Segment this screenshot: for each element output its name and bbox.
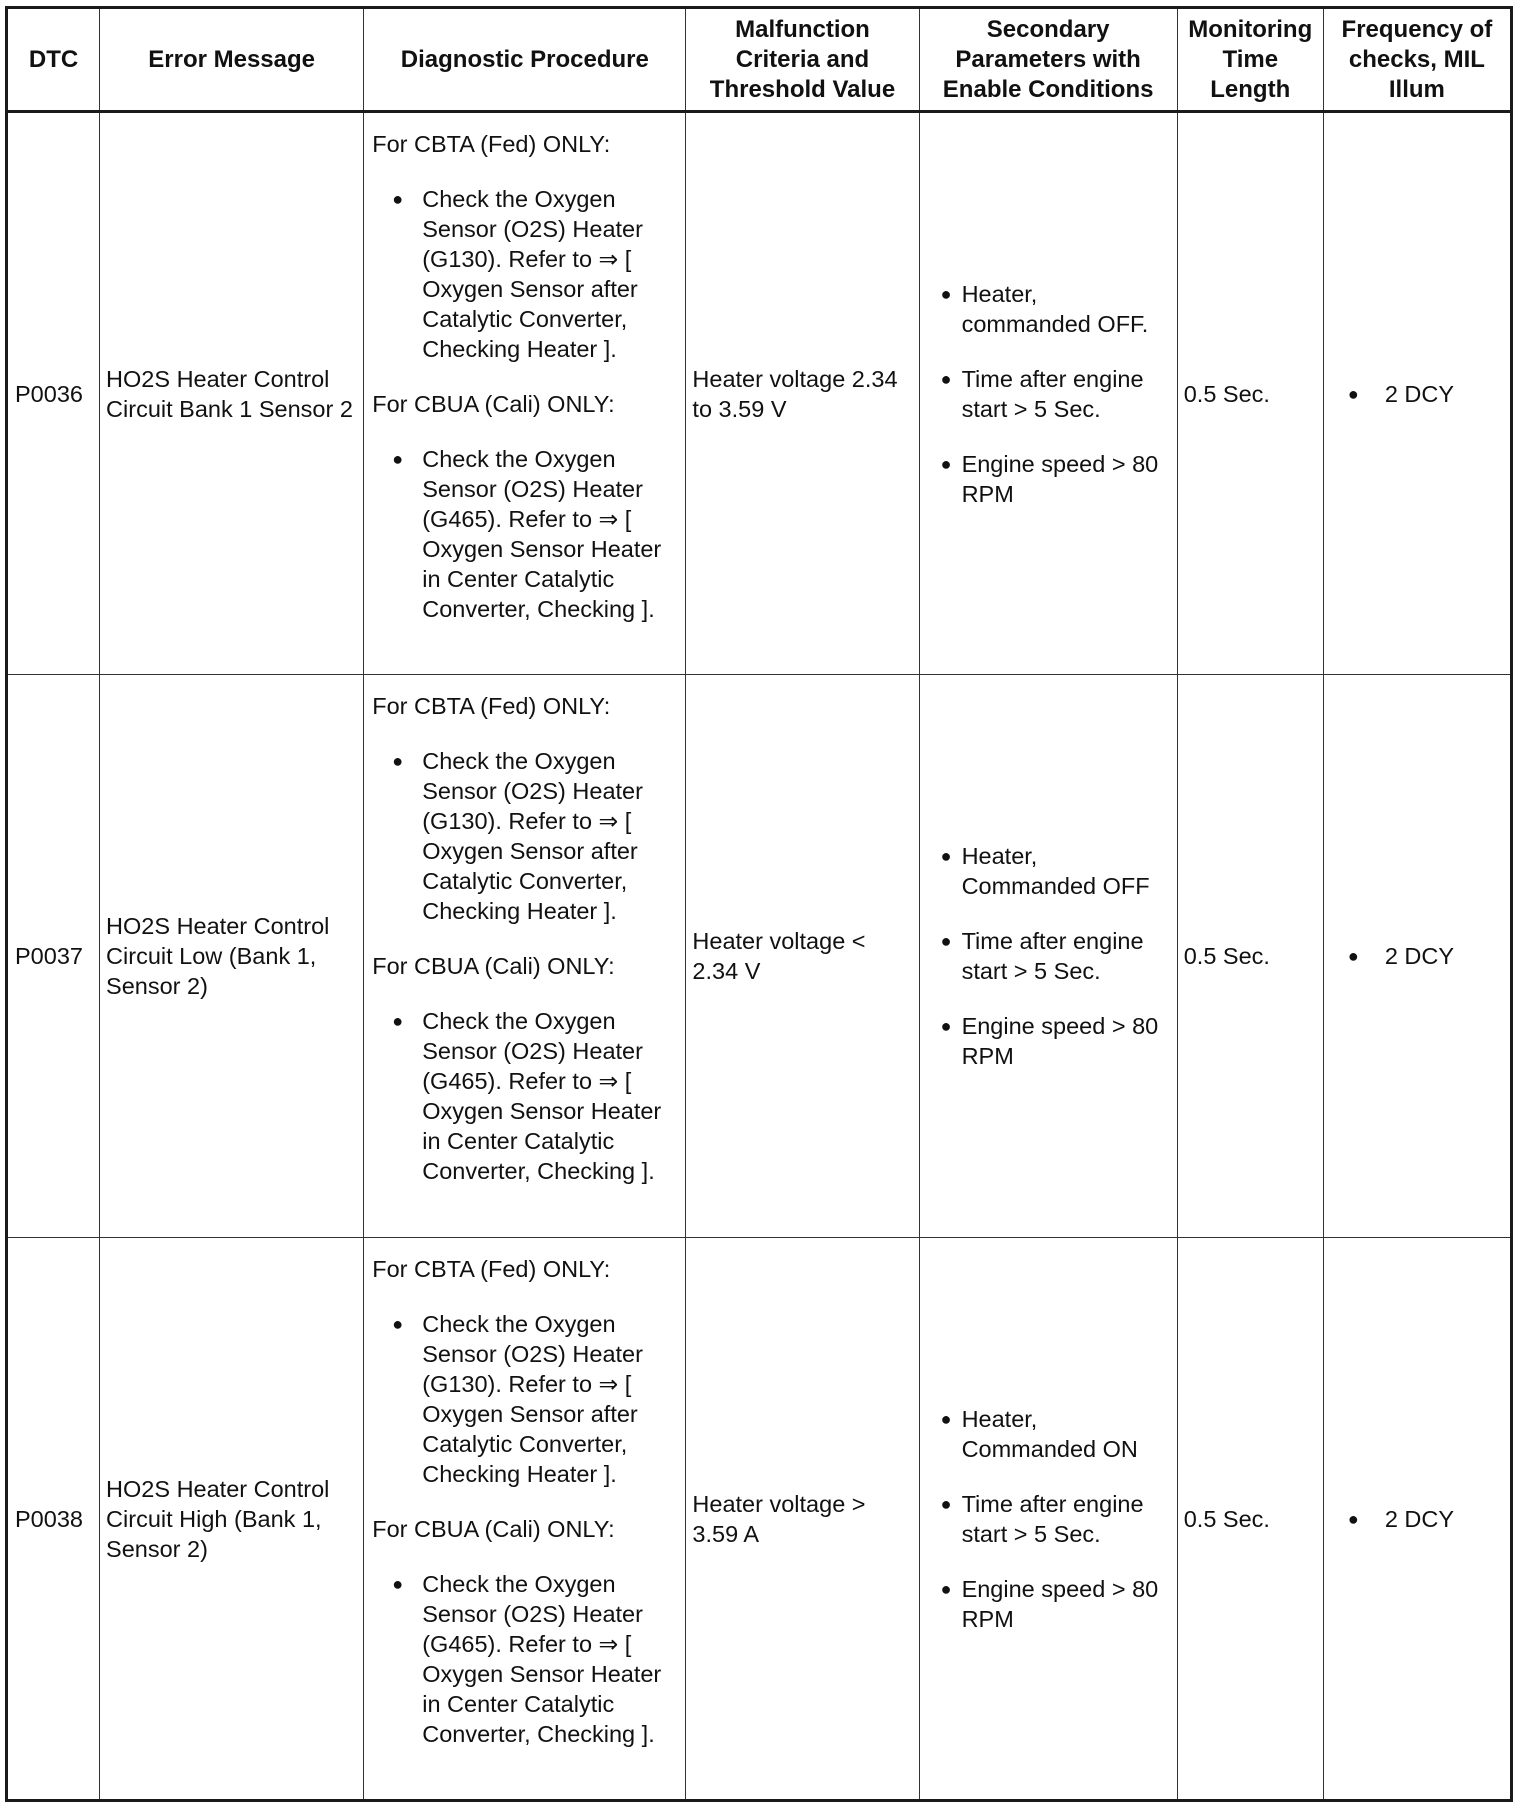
monitoring-time: 0.5 Sec.	[1177, 675, 1323, 1238]
secondary-item: ● Heater, Commanded ON	[926, 1404, 1171, 1464]
table-row	[7, 1238, 1512, 1801]
cali-label: For CBUA (Cali) ONLY:	[372, 1516, 615, 1542]
malfunction-criteria: Heater voltage < 2.34 V	[686, 675, 919, 1238]
header-diagnostic-procedure: Diagnostic Procedure	[364, 8, 686, 112]
frequency	[1323, 1238, 1511, 1801]
secondary-parameters	[919, 112, 1177, 675]
dtc-code: P0037	[7, 675, 100, 1238]
table-row	[7, 112, 1512, 675]
secondary-item: ● Time after engine start > 5 Sec.	[926, 1489, 1171, 1549]
secondary-item: ● Time after engine start > 5 Sec.	[926, 926, 1171, 986]
secondary-item: ● Heater, Commanded OFF	[926, 841, 1171, 901]
fed-item: ● Check the Oxygen Sensor (O2S) Heater (G130). Refer to ⇒ [ Oxygen Sensor after Catalytic Converter, Checking Heater ].	[372, 184, 677, 364]
fed-item: ● Check the Oxygen Sensor (O2S) Heater (G130). Refer to ⇒ [ Oxygen Sensor after Catalytic Converter, Checking Heater ].	[372, 1309, 677, 1489]
monitoring-time: 0.5 Sec.	[1177, 1238, 1323, 1801]
fed-list	[372, 184, 677, 364]
frequency-list	[1330, 379, 1504, 409]
cali-item: ● Check the Oxygen Sensor (O2S) Heater (G465). Refer to ⇒ [ Oxygen Sensor Heater in Center Catalytic Converter, Checking ].	[372, 1006, 677, 1186]
frequency-item: ● 2 DCY	[1330, 941, 1504, 971]
cali-label: For CBUA (Cali) ONLY:	[372, 391, 615, 417]
malfunction-criteria: Heater voltage > 3.59 A	[686, 1238, 919, 1801]
fed-label: For CBTA (Fed) ONLY:	[372, 131, 611, 157]
secondary-item: ● Engine speed > 80 RPM	[926, 1574, 1171, 1634]
header-malfunction-criteria: Malfunction Criteria and Threshold Value	[686, 8, 919, 112]
diagnostic-procedure	[364, 1238, 686, 1801]
dtc-table	[5, 6, 1513, 1802]
diagnostic-procedure	[364, 112, 686, 675]
cali-list	[372, 1569, 677, 1749]
dtc-code: P0038	[7, 1238, 100, 1801]
cali-item: ● Check the Oxygen Sensor (O2S) Heater (G465). Refer to ⇒ [ Oxygen Sensor Heater in Center Catalytic Converter, Checking ].	[372, 1569, 677, 1749]
error-message: HO2S Heater Control Circuit Bank 1 Sensor 2	[100, 112, 364, 675]
frequency	[1323, 675, 1511, 1238]
cali-list	[372, 444, 677, 624]
header-monitoring-time: Monitoring Time Length	[1177, 8, 1323, 112]
secondary-list	[926, 841, 1171, 1071]
table-row	[7, 675, 1512, 1238]
header-frequency: Frequency of checks, MIL Illum	[1323, 8, 1511, 112]
fed-list	[372, 746, 677, 926]
cali-item: ● Check the Oxygen Sensor (O2S) Heater (G465). Refer to ⇒ [ Oxygen Sensor Heater in Center Catalytic Converter, Checking ].	[372, 444, 677, 624]
header-error-message: Error Message	[100, 8, 364, 112]
frequency-list	[1330, 941, 1504, 971]
secondary-item: ● Heater, commanded OFF.	[926, 279, 1171, 339]
cali-list	[372, 1006, 677, 1186]
monitoring-time: 0.5 Sec.	[1177, 112, 1323, 675]
fed-list	[372, 1309, 677, 1489]
secondary-parameters	[919, 1238, 1177, 1801]
secondary-list	[926, 1404, 1171, 1634]
secondary-item: ● Engine speed > 80 RPM	[926, 449, 1171, 509]
frequency-item: ● 2 DCY	[1330, 379, 1504, 409]
secondary-item: ● Engine speed > 80 RPM	[926, 1011, 1171, 1071]
frequency-list	[1330, 1504, 1504, 1534]
secondary-list	[926, 279, 1171, 509]
fed-label: For CBTA (Fed) ONLY:	[372, 693, 611, 719]
fed-label: For CBTA (Fed) ONLY:	[372, 1256, 611, 1282]
malfunction-criteria: Heater voltage 2.34 to 3.59 V	[686, 112, 919, 675]
dtc-code: P0036	[7, 112, 100, 675]
secondary-item: ● Time after engine start > 5 Sec.	[926, 364, 1171, 424]
table-header	[7, 8, 1512, 112]
frequency-item: ● 2 DCY	[1330, 1504, 1504, 1534]
secondary-parameters	[919, 675, 1177, 1238]
error-message: HO2S Heater Control Circuit High (Bank 1, Sensor 2)	[100, 1238, 364, 1801]
error-message: HO2S Heater Control Circuit Low (Bank 1, Sensor 2)	[100, 675, 364, 1238]
frequency	[1323, 112, 1511, 675]
cali-label: For CBUA (Cali) ONLY:	[372, 953, 615, 979]
fed-item: ● Check the Oxygen Sensor (O2S) Heater (G130). Refer to ⇒ [ Oxygen Sensor after Catalytic Converter, Checking Heater ].	[372, 746, 677, 926]
header-dtc: DTC	[7, 8, 100, 112]
header-secondary-parameters: Secondary Parameters with Enable Conditions	[919, 8, 1177, 112]
diagnostic-procedure	[364, 675, 686, 1238]
